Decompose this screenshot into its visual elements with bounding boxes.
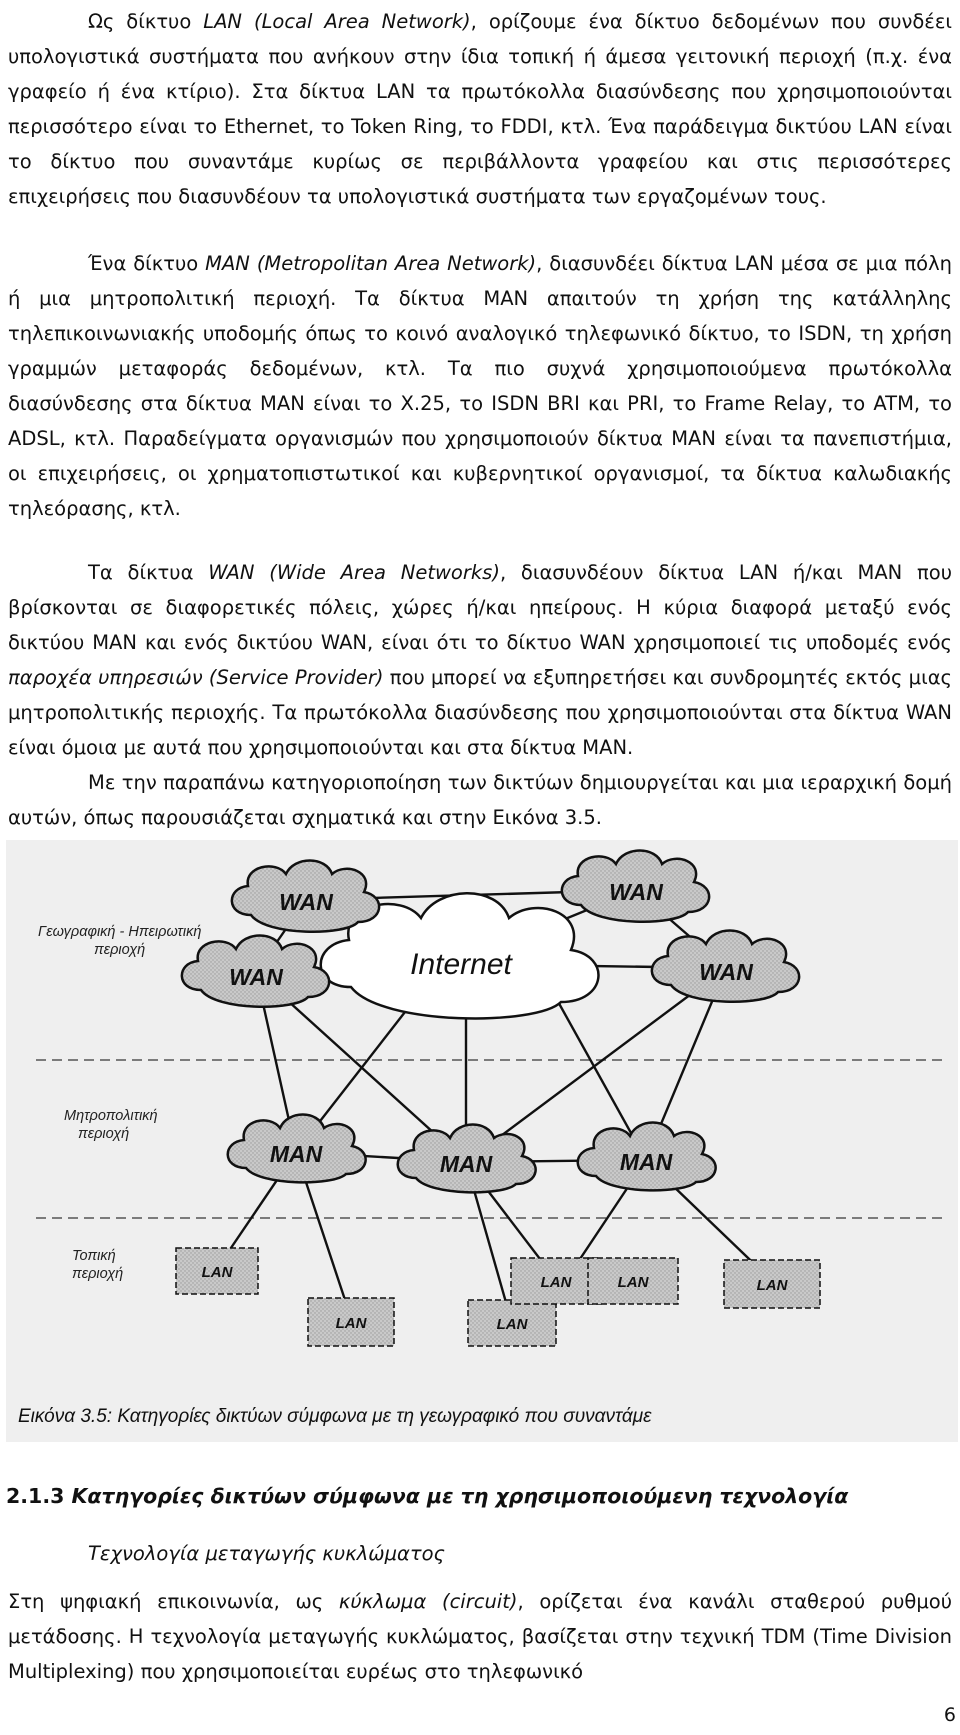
lan-box [468,1300,556,1346]
term-man: MAN (Metropolitan Area Network) [205,252,537,275]
paragraph-text: Ένα δίκτυο [88,252,206,275]
man-cloud [578,1123,716,1191]
lan-box [176,1248,258,1294]
wan-label: WAN [229,964,283,990]
lan-box [308,1298,394,1346]
page-number: 6 [943,1704,956,1726]
zone-local-label: περιοχή [72,1266,124,1282]
term-circuit: κύκλωμα (circuit) [338,1590,518,1613]
wan-cloud [652,931,799,1002]
zone-local-label: Τοπική [72,1248,116,1264]
subsection-title: Τεχνολογία μεταγωγής κυκλώματος [88,1542,445,1565]
lan-label: LAN [335,1315,367,1332]
lan-label: LAN [201,1264,233,1281]
man-cloud [398,1125,536,1193]
man-cloud [228,1115,366,1183]
term-wan: WAN (Wide Area Networks) [208,561,500,584]
paragraph-text: Τα δίκτυα [88,561,209,584]
lan-box [724,1260,820,1308]
paragraph-hierarchy [8,765,952,835]
figure-caption: Εικόνα 3.5: Κατηγορίες δικτύων σύμφωνα με τη γεωγραφικό που συναντάμε [18,1406,652,1427]
man-label: MAN [269,1141,323,1167]
zone-labels [38,924,201,1282]
man-label: MAN [439,1151,493,1177]
paragraph-text: , διασυνδέει δίκτυα LAN μέσα σε μια πόλη ή μια μητροπολιτική περιοχή. Τα δίκτυα MAN απαιτούν τη χρήση της κατάλληλης τηλεπικοινωνιακής υποδομής όπως το κοινό αναλογικό τηλεφωνικό δίκτυο, το ISDN, τη χρήση γραμμών μεταφοράς δεδομένων, κτλ. Τα πιο συχνά χρησιμοποιούμενα πρωτόκολλα διασύνδεσης στα δίκτυα MAN είναι το X.25, το ISDN BRI και PRI, το Frame Relay, το ATM, το ADSL, κτλ. Παραδείγματα οργανισμών που χρησιμοποιούν δίκτυα MAN είναι τα πανεπιστήμια, οι επιχειρήσεις, οι χρηματοπιστωτικοί και κυβερνητικοί οργανισμοί, τα δίκτυα καλωδιακής τηλεόρασης, κτλ. [8,252,953,520]
zone-metro-label: Μητροπολιτική [64,1108,158,1124]
wan-label: WAN [609,879,663,905]
section-title: Κατηγορίες δικτύων σύμφωνα με τη χρησιμοποιούμενη τεχνολογία [71,1484,849,1508]
section-heading [6,1484,848,1508]
wan-cloud [232,861,379,932]
man-label: MAN [619,1149,673,1175]
paragraph-lan [8,4,952,214]
network-diagram [6,840,958,1442]
paragraph-text: , ορίζεται ένα κανάλι σταθερού ρυθμού μετάδοσης. Η τεχνολογία μεταγωγής κυκλώματος, βασίζεται στην τεχνική TDM (Time Division Multiplexing) που χρησιμοποιείται ευρέως στο τηλεφωνικό [8,1590,952,1683]
paragraph-text: Στη ψηφιακή επικοινωνία, ως [8,1590,339,1613]
term-lan: LAN (Local Area Network) [203,10,471,33]
paragraph-man [8,246,952,526]
network-hierarchy-figure [6,840,958,1442]
section-number: 2.1.3 [6,1484,65,1508]
paragraph-text: που μπορεί να εξυπηρετήσει και συνδρομητές εκτός μιας μητροπολιτικής περιοχής. Τα πρωτόκολλα διασύνδεσης που χρησιμοποιούνται στα δίκτυα WAN είναι όμοια με αυτά που χρησιμοποιούνται και στα δίκτυα MAN. [8,666,952,759]
lan-label: LAN [617,1274,649,1291]
internet-label: Internet [410,948,512,981]
lan-label: LAN [540,1274,572,1291]
wan-label: WAN [279,889,333,915]
term-service-provider: παροχέα υπηρεσιών (Service Provider) [8,666,384,689]
lan-label: LAN [756,1277,788,1294]
zone-geo-label: Γεωγραφική - Ηπειρωτική [38,924,202,940]
paragraph-circuit [8,1584,952,1689]
zone-metro-label: περιοχή [78,1126,130,1142]
paragraph-text: Ως δίκτυο [88,10,204,33]
paragraph-text: Με την παραπάνω κατηγοριοποίηση των δικτύων δημιουργείται και μια ιεραρχική δομή αυτών, όπως παρουσιάζεται σχηματικά και στην Εικόνα 3.5. [8,771,952,829]
zone-geo-label: περιοχή [94,942,146,958]
wan-cloud [182,936,329,1007]
paragraph-text: , ορίζουμε ένα δίκτυο δεδομένων που συνδέει υπολογιστικά συστήματα που ανήκουν στην ίδια τοπική ή άμεσα γειτονική περιοχή (π.χ. ένα γραφείο ή ένα κτίριο). Στα δίκτυα LAN τα πρωτόκολλα διασύνδεσης που χρησιμοποιούνται περισσότερο είναι το Ethernet, το Token Ring, το FDDI, κτλ. Ένα παράδειγμα δικτύου LAN είναι το δίκτυο που συναντάμε κυρίως σε περιβάλλοντα γραφείου και στις περισσότερες επιχειρήσεις που διασυνδέουν τα υπολογιστικά συστήματα των εργαζομένων τους. [8,10,952,208]
paragraph-text: , διασυνδέουν δίκτυα LAN ή/και MAN που βρίσκονται σε διαφορετικές πόλεις, χώρες ή/και ηπείρους. Η κύρια διαφορά μεταξύ ενός δικτύου MAN και ενός δικτύου WAN, είναι ότι το δίκτυο WAN χρησιμοποιεί τις υποδομές ενός [8,561,952,654]
wan-label: WAN [699,959,753,985]
paragraph-wan [8,555,952,765]
lan-box [588,1258,678,1304]
lan-label: LAN [496,1316,528,1333]
